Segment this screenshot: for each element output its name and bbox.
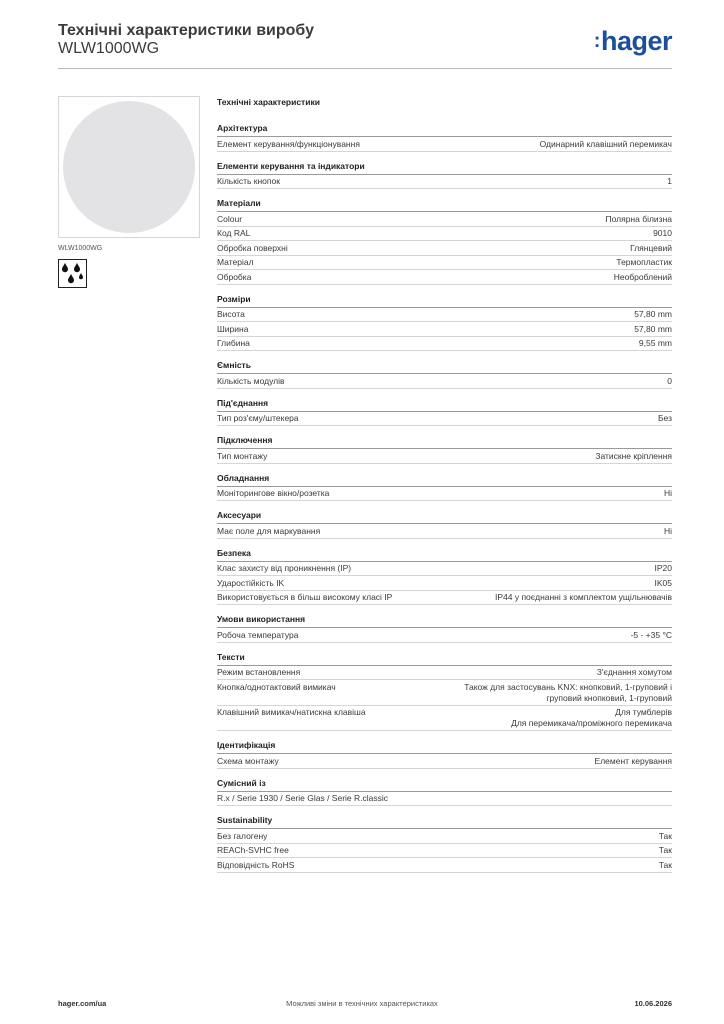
spec-label: Відповідність RoHS — [217, 859, 295, 870]
spec-label: Кнопка/однотактовий вимикач — [217, 681, 336, 692]
spec-value — [634, 309, 672, 320]
hager-logo — [594, 26, 672, 57]
spec-value — [597, 667, 672, 678]
spec-value-line: Так — [658, 845, 672, 855]
spec-label: Клас захисту від проникнення (IP) — [217, 563, 352, 573]
spec-section — [217, 123, 672, 152]
spec-label: Матеріал — [217, 257, 254, 267]
spec-value — [655, 563, 673, 574]
spec-row — [217, 449, 672, 464]
spec-label: Кількість модулів — [217, 375, 285, 386]
spec-section-title: Безпека — [217, 548, 672, 562]
spec-row — [217, 576, 672, 591]
spec-value — [614, 272, 672, 283]
spec-value-line: Термопластик — [616, 257, 672, 267]
spec-label: REACh-SVHC free — [217, 845, 289, 855]
spec-label: Обробка поверхні — [217, 242, 288, 253]
spec-value — [634, 324, 672, 335]
spec-label: Код RAL — [217, 228, 251, 238]
spec-section — [217, 294, 672, 352]
spec-section-title: Матеріали — [217, 198, 672, 212]
spec-value-line: -5 - +35 °C — [630, 629, 672, 640]
spec-value — [605, 214, 672, 225]
spec-section-title: Архітектура — [217, 123, 672, 137]
spec-value-line: Для перемикача/проміжного перемикача — [511, 718, 672, 728]
spec-section-title: Аксесуари — [217, 510, 672, 524]
spec-value-line: 57,80 mm — [634, 323, 672, 334]
spec-value-line: груповий кнопковий, 1-груповий — [546, 692, 672, 703]
spec-label: Ширина — [217, 323, 249, 334]
spec-value — [658, 413, 672, 424]
spec-label: Схема монтажу — [217, 755, 279, 766]
footer-note: Можливі зміни в технічних характеристиках — [286, 999, 438, 1008]
spec-value-line: 57,80 mm — [634, 309, 672, 319]
spec-row — [217, 337, 672, 352]
spec-label: Клавішний вимикач/натискна клавіша — [217, 707, 366, 717]
spec-section — [217, 652, 672, 732]
specifications-title: Технічні характеристики — [217, 97, 320, 107]
spec-value-line: Так — [658, 830, 672, 841]
spec-section — [217, 198, 672, 285]
spec-value-line: Затискне кріплення — [595, 450, 672, 461]
spec-value — [631, 630, 672, 641]
spec-value — [495, 592, 672, 603]
footer-website: hager.com/ua — [58, 999, 107, 1008]
spec-label: Робоча температура — [217, 629, 299, 640]
spec-row — [217, 308, 672, 323]
spec-row — [217, 256, 672, 271]
spec-value — [511, 707, 672, 729]
spec-row — [217, 412, 672, 427]
spec-value-line: Глянцевий — [630, 242, 672, 253]
spec-value-line: Ні — [663, 525, 672, 536]
spec-section — [217, 548, 672, 606]
spec-value-line: Полярна білизна — [605, 213, 672, 224]
spec-label: Елемент керування/функціонування — [217, 138, 360, 149]
logo-colon-mark: : — [593, 30, 600, 52]
spec-section-title: Сумісний із — [217, 778, 672, 792]
spec-value-line: Так — [658, 859, 672, 870]
spec-value — [659, 860, 672, 871]
spec-section-title: Розміри — [217, 294, 672, 308]
spec-section — [217, 161, 672, 190]
spec-label: Глибина — [217, 338, 250, 348]
spec-value — [630, 243, 672, 254]
spec-section-title: Ідентифікація — [217, 740, 672, 754]
product-code-subtitle: WLW1000WG — [58, 40, 160, 57]
spec-section — [217, 740, 672, 769]
spec-value-line: Без — [657, 413, 672, 423]
spec-value-line: 9,55 mm — [638, 338, 672, 348]
spec-value — [664, 526, 672, 537]
spec-value — [540, 139, 672, 150]
splash-proof-drops-icon — [58, 259, 87, 288]
spec-section-title: Елементи керування та індикатори — [217, 161, 672, 175]
spec-label: Висота — [217, 309, 245, 319]
spec-label: Режим встановлення — [217, 667, 301, 677]
spec-value — [655, 578, 673, 589]
spec-section — [217, 398, 672, 427]
spec-value — [595, 451, 672, 462]
spec-value — [595, 756, 672, 767]
spec-label: Тип монтажу — [217, 450, 268, 461]
spec-label: Кількість кнопок — [217, 176, 280, 186]
spec-value — [664, 488, 672, 499]
spec-row — [217, 227, 672, 242]
spec-value-line: IP44 у поєднанні з комплектом ущільнювачів — [494, 592, 672, 602]
spec-section-title: Тексти — [217, 652, 672, 666]
spec-row — [217, 706, 672, 732]
spec-value-line: Ні — [663, 488, 672, 498]
spec-section-title: Підключення — [217, 435, 672, 449]
spec-row — [217, 374, 672, 389]
spec-label: Моніторингове вікно/розетка — [217, 488, 330, 498]
spec-label: Обробка — [217, 271, 252, 282]
spec-row — [217, 137, 672, 152]
header-divider — [58, 68, 672, 69]
spec-row — [217, 666, 672, 681]
spec-section — [217, 360, 672, 389]
spec-section-title: Обладнання — [217, 473, 672, 487]
spec-value — [659, 831, 672, 842]
spec-value — [639, 338, 672, 349]
spec-value — [653, 228, 672, 239]
spec-section-title: Ємність — [217, 360, 672, 374]
spec-label: Тип роз'єму/штекера — [217, 413, 299, 423]
spec-label: R.x / Serie 1930 / Serie Glas / Serie R.classic — [217, 793, 389, 803]
spec-value-line: IP20 — [654, 563, 672, 573]
spec-value — [464, 682, 672, 704]
spec-value-line: Для тумблерів — [615, 707, 672, 717]
spec-row — [217, 844, 672, 859]
product-image — [58, 96, 200, 238]
product-image-label: WLW1000WG — [58, 245, 103, 252]
spec-value-line: IK05 — [654, 577, 672, 588]
spec-row — [217, 680, 672, 706]
spec-section — [217, 614, 672, 643]
spec-row — [217, 858, 672, 873]
spec-row — [217, 628, 672, 643]
specifications — [217, 96, 672, 873]
spec-section-title: Sustainability — [217, 815, 672, 829]
spec-section-title: Умови використання — [217, 614, 672, 628]
spec-value-line: Необроблений — [613, 271, 672, 282]
spec-row — [217, 241, 672, 256]
spec-value — [667, 376, 672, 387]
spec-label: Має поле для маркування — [217, 525, 321, 536]
spec-row — [217, 792, 672, 807]
spec-section — [217, 435, 672, 464]
spec-row — [217, 322, 672, 337]
spec-value-line: З'єднання хомутом — [596, 667, 672, 677]
spec-value-line: Елемент керування — [594, 755, 672, 766]
spec-value — [659, 845, 672, 856]
spec-value — [616, 257, 672, 268]
spec-row — [217, 754, 672, 769]
spec-value — [667, 176, 672, 187]
spec-value-line: 1 — [667, 176, 672, 186]
footer-date: 10.06.2026 — [634, 999, 672, 1008]
spec-row — [217, 270, 672, 285]
spec-row — [217, 175, 672, 190]
spec-value-line: Одинарний клавішний перемикач — [539, 138, 672, 149]
spec-row — [217, 212, 672, 227]
spec-row — [217, 562, 672, 577]
spec-row — [217, 524, 672, 539]
spec-row — [217, 591, 672, 606]
spec-section — [217, 510, 672, 539]
product-disc — [63, 101, 195, 233]
spec-label: Ударостійкість IK — [217, 577, 285, 588]
spec-row — [217, 829, 672, 844]
spec-value-line: 0 — [667, 375, 672, 386]
spec-row — [217, 487, 672, 502]
spec-section — [217, 473, 672, 502]
spec-section-title: Під'єднання — [217, 398, 672, 412]
spec-label: Використовується в більш високому класі IP — [217, 592, 393, 602]
logo-wordmark: hager — [600, 26, 672, 56]
spec-section — [217, 778, 672, 807]
spec-label: Без галогену — [217, 830, 268, 841]
spec-value-line: Також для застосувань KNX: кнопковий, 1-груповий і — [464, 681, 672, 692]
document-title: Технічні характеристики виробу — [58, 22, 314, 39]
spec-label: Colour — [217, 213, 243, 224]
spec-value-line: 9010 — [653, 228, 672, 238]
spec-section — [217, 815, 672, 873]
